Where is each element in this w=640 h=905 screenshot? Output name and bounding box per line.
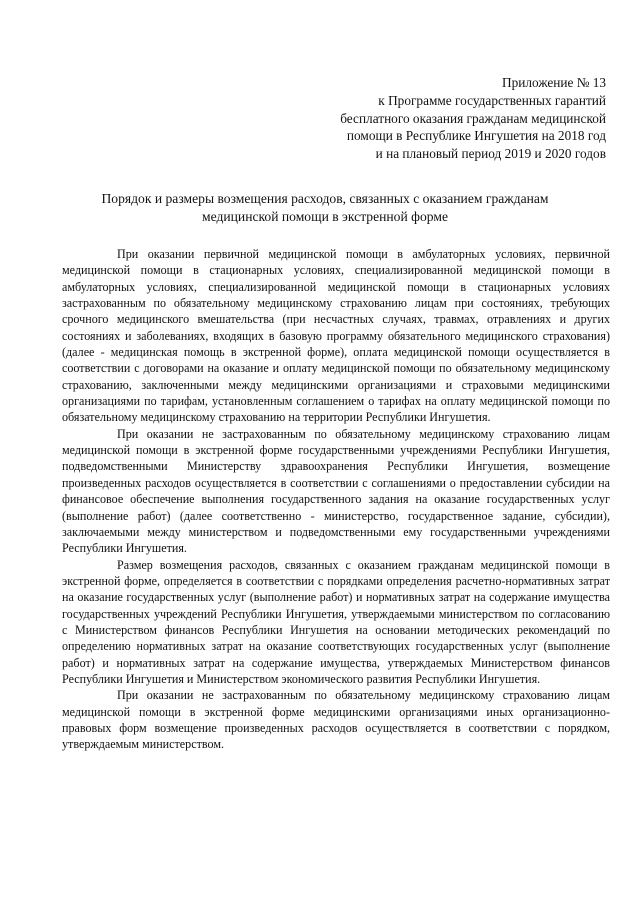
annex-line: и на плановый период 2019 и 2020 годов [375, 146, 606, 162]
paragraph: При оказании не застрахованным по обязательному медицинскому страхованию лицам медицинской помощи в экстренной форме медицинскими организациями иных организационно-правовых форм возмещение произведенных расходов осуществляется в соответствии с порядком, утверждаемым министерством. [62, 688, 610, 752]
paragraph: При оказании не застрахованным по обязательному медицинскому страхованию лицам медицинской помощи в экстренной форме государственными учреждениями Республики Ингушетия, подведомственными Министерству здравоохранения Республики Ингушетия, возмещение произведенных расходов осуществляется в соответствии с соглашениями о предоставлении субсидии на финансовое обеспечение выполнения государственного задания на оказание государственных услуг (выполнение работ) (далее соответственно - министерство, государственное задание, субсидии), заключаемыми между министерством и подведомственными ему государственными учреждениями Республики Ингушетия. [62, 426, 610, 556]
document-title [60, 190, 590, 226]
paragraph: При оказании первичной медицинской помощи в амбулаторных условиях, первичной медицинской помощи в стационарных условиях, специализированной медицинской помощи в амбулаторных условиях, специализированной медицинской помощи в стационарных условиях застрахованным по обязательному медицинскому страхованию лицам при состояниях, требующих срочного медицинского вмешательства (при несчастных случаях, травмах, отравлениях и других состояниях и заболеваниях, входящих в базовую программу обязательного медицинского страхования) (далее - медицинская помощь в экстренной форме), оплата медицинской помощи осуществляется в соответствии с договорами на оказание и оплату медицинской помощи по обязательному медицинскому страхованию, заключенными между медицинскими организациями и страховыми медицинскими организациями по тарифам, установленным соглашением о тарифах на оплату медицинской помощи по обязательному медицинскому страхованию на территории Республики Ингушетия. [62, 247, 610, 425]
title-line: Порядок и размеры возмещения расходов, связанных с оказанием гражданам [101, 191, 549, 206]
annex-line: к Программе государственных гарантий [378, 92, 606, 108]
title-line: медицинской помощи в экстренной форме [202, 209, 448, 224]
annex-number: Приложение № 13 [502, 75, 606, 90]
document-body [62, 246, 610, 753]
annex-header [276, 74, 606, 163]
annex-line: бесплатного оказания гражданам медицинской [340, 110, 606, 126]
annex-line: помощи в Республике Ингушетия на 2018 год [346, 128, 606, 144]
paragraph: Размер возмещения расходов, связанных с оказанием гражданам медицинской помощи в экстренной форме, определяется в соответствии с порядками определения расчетно-нормативных затрат на оказание государственных услуг (выполнение работ) и нормативных затрат на содержание имущества государственных учреждений Республики Ингушетия, утверждаемыми министерством по согласованию с Министерством финансов Республики Ингушетия на основании методических рекомендаций по определению нормативных затрат на оказание соответствующих государственных услуг (выполнение работ) и нормативных затрат на содержание имущества, утверждаемых Министерством финансов Республики Ингушетия и Министерством экономического развития Республики Ингушетия. [62, 557, 610, 686]
